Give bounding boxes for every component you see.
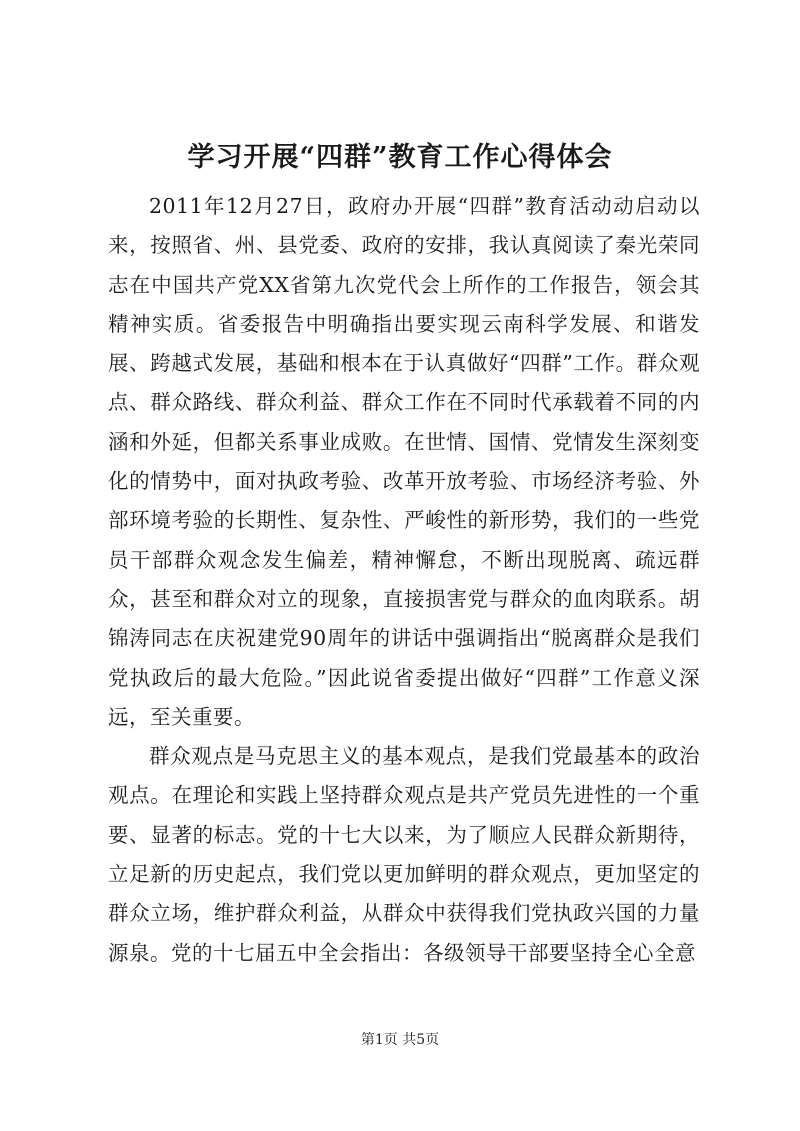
document-body	[108, 187, 700, 973]
paragraph-2: 群众观点是马克思主义的基本观点，是我们党最基本的政治观点。在理论和实践上坚持群众观点是共产党员先进性的一个重要、显著的标志。党的十七大以来，为了顺应人民群众新期待，立足新的历史起点，我们党以更加鲜明的群众观点，更加坚定的群众立场，维护群众利益，从群众中获得我们党执政兴国的力量源泉。党的十七届五中全会指出：各级领导干部要坚持全心全意	[108, 744, 700, 965]
document-title: 学习开展“四群”教育工作心得体会	[187, 142, 613, 173]
paragraph-1: 2011年12月27日，政府办开展“四群”教育活动动启动以来，按照省、州、县党委、政府的安排，我认真阅读了秦光荣同志在中国共产党XX省第九次党代会上所作的工作报告，领会其精神实质。省委报告中明确指出要实现云南科学发展、和谐发展、跨越式发展，基础和根本在于认真做好“四群”工作。群众观点、群众路线、群众利益、群众工作在不同时代承载着不同的内涵和外延，但都关系事业成败。在世情、国情、党情发生深刻变化的情势中，面对执政考验、改革开放考验、市场经济考验、外部环境考验的长期性、复杂性、严峻性的新形势，我们的一些党员干部群众观念发生偏差，精神懈怠，不断出现脱离、疏远群众，甚至和群众对立的现象，直接损害党与群众的血肉联系。胡锦涛同志在庆祝建党90周年的讲话中强调指出“脱离群众是我们党执政后的最大危险。”因此说省委提出做好“四群”工作意义深远，至关重要。	[108, 194, 700, 729]
page-footer: 第1页 共5页	[360, 1032, 440, 1048]
